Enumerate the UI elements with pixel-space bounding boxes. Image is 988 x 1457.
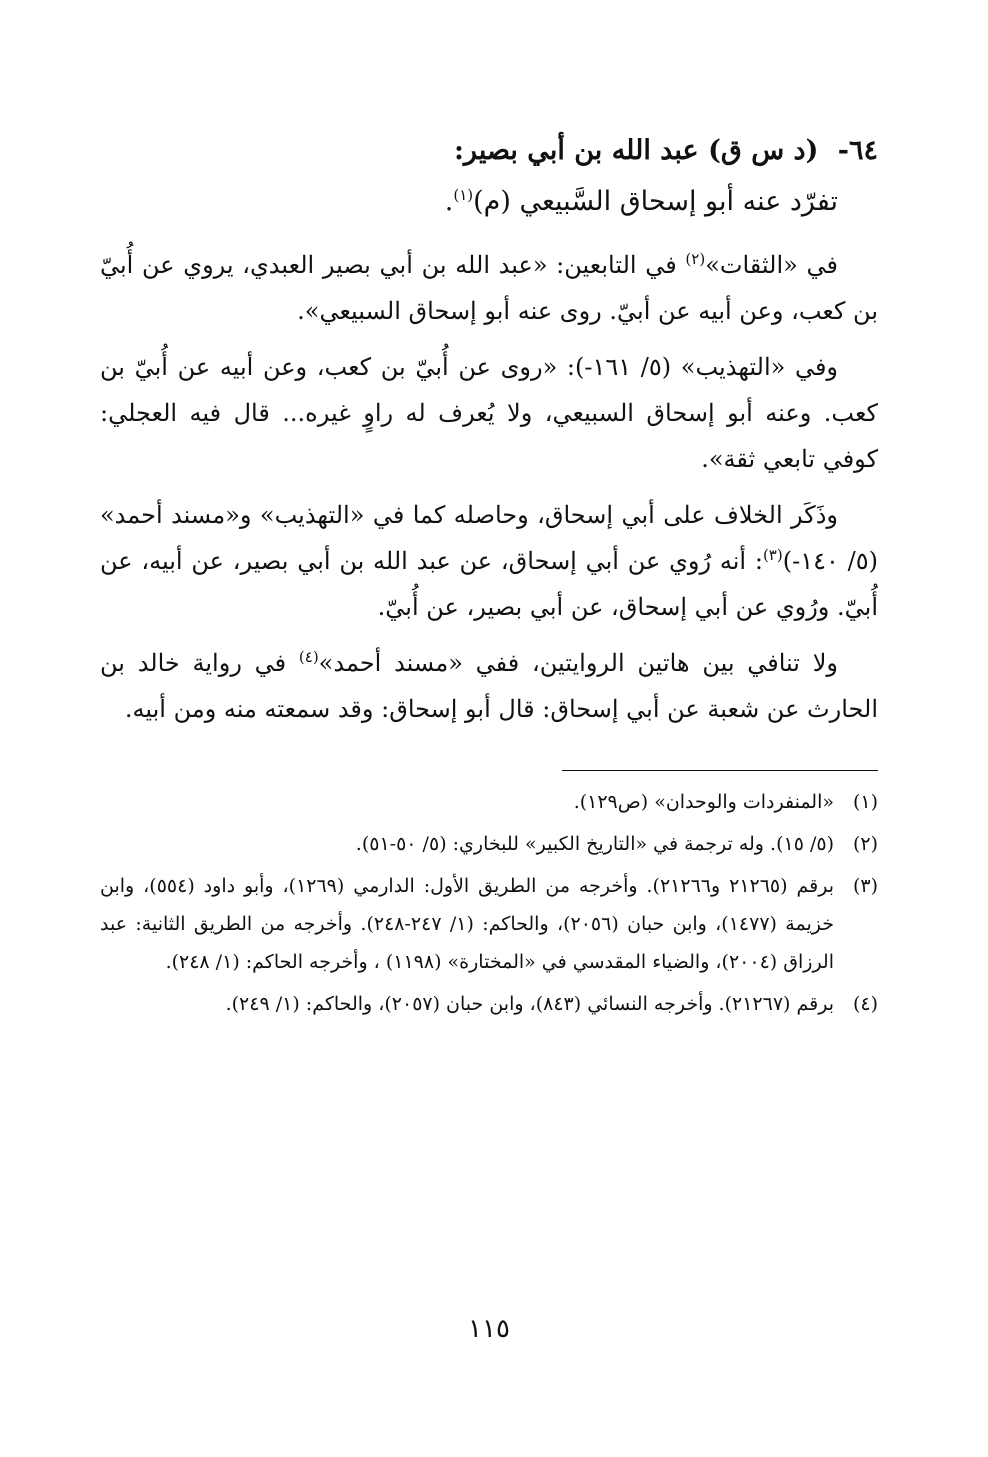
paragraph-text-after: : أنه رُوي عن أبي إسحاق، عن عبد الله بن أبي بصير، عن أبيه، عن أُبيّ. ورُوي عن أبي إسحاق، عن أبي بصير، عن أُبيّ. xyxy=(100,547,878,621)
body-paragraph xyxy=(100,492,878,630)
footnote-text: برقم (٢١٢٦٥ و٢١٢٦٦). وأخرجه من الطريق الأول: الدارمي (١٢٦٩)، وأبو داود (٥٥٤)، وابن خزيمة (١٤٧٧)، وابن حبان (٢٠٥٦)، والحاكم: (١/ ٢٤٧-٢٤٨). وأخرجه من الطريق الثانية: عبد الرزاق (٢٠٠٤)، والضياء المقدسي في «المختارة» (١١٩٨) ، وأخرجه الحاكم: (١/ ٢٤٨). xyxy=(100,875,834,973)
footnote-ref[interactable]: (٢) xyxy=(685,250,706,268)
footnote-text: (٥/ ١٥). وله ترجمة في «التاريخ الكبير» للبخاري: (٥/ ٥٠-٥١). xyxy=(355,833,834,855)
footnote-text: برقم (٢١٢٦٧). وأخرجه النسائي (٨٤٣)، وابن حبان (٢٠٥٧)، والحاكم: (١/ ٢٤٩). xyxy=(225,993,834,1015)
entry-number: ٦٤- xyxy=(837,135,878,166)
footnotes xyxy=(100,783,878,1023)
intro-end: . xyxy=(444,186,454,217)
footnote-label: (١) xyxy=(852,791,878,813)
paragraph-text-after: في رواية خالد بن الحارث عن شعبة عن أبي إسحاق: قال أبو إسحاق: وقد سمعته منه ومن أبيه. xyxy=(100,649,878,723)
footnote-item xyxy=(100,985,878,1023)
entry-heading xyxy=(100,128,878,174)
page-number: ١١٥ xyxy=(468,1314,510,1344)
footnote-label: (٣) xyxy=(852,875,878,897)
footnote-label: (٢) xyxy=(852,833,878,855)
intro-footnote-ref[interactable]: (١) xyxy=(453,186,474,204)
book-page xyxy=(100,120,878,1380)
footnote-item xyxy=(100,867,878,981)
footnote-ref[interactable]: (٤) xyxy=(298,648,319,666)
intro-text: تفرّد عنه أبو إسحاق السَّبيعي (م) xyxy=(473,186,838,217)
entry-intro xyxy=(100,176,838,228)
body-paragraph xyxy=(100,344,878,482)
paragraph-text-before: وذَكَر الخلاف على أبي إسحاق، وحاصله كما في «التهذيب» و«مسند أحمد» (٥/ ١٤٠-) xyxy=(100,501,878,575)
paragraph-text-before: وفي «التهذيب» (٥/ ١٦١-): «روى عن أُبيّ بن كعب، وعن أبيه عن أُبيّ بن كعب. وعنه أبو إسحاق السبيعي، ولا يُعرف له راوٍ غيره... قال فيه العجلي: كوفي تابعي ثقة». xyxy=(100,353,878,473)
footnote-ref[interactable]: (٣) xyxy=(762,546,783,564)
footnote-item xyxy=(100,783,878,821)
paragraph-text-before: ولا تنافي بين هاتين الروايتين، ففي «مسند أحمد» xyxy=(318,649,838,677)
body-paragraph xyxy=(100,242,878,334)
paragraph-text-before: في «الثقات» xyxy=(705,251,838,279)
entry-title: (د س ق) عبد الله بن أبي بصير: xyxy=(453,135,819,166)
paragraph-text-after: في التابعين: «عبد الله بن أبي بصير العبدي، يروي عن أُبيّ بن كعب، وعن أبيه عن أبيّ. روى عنه أبو إسحاق السبيعي». xyxy=(100,251,878,325)
footnote-item xyxy=(100,825,878,863)
footnote-text: «المنفردات والوحدان» (ص١٢٩). xyxy=(573,791,834,813)
body-paragraph xyxy=(100,640,878,732)
footnote-label: (٤) xyxy=(852,993,878,1015)
footnote-divider xyxy=(562,770,878,771)
